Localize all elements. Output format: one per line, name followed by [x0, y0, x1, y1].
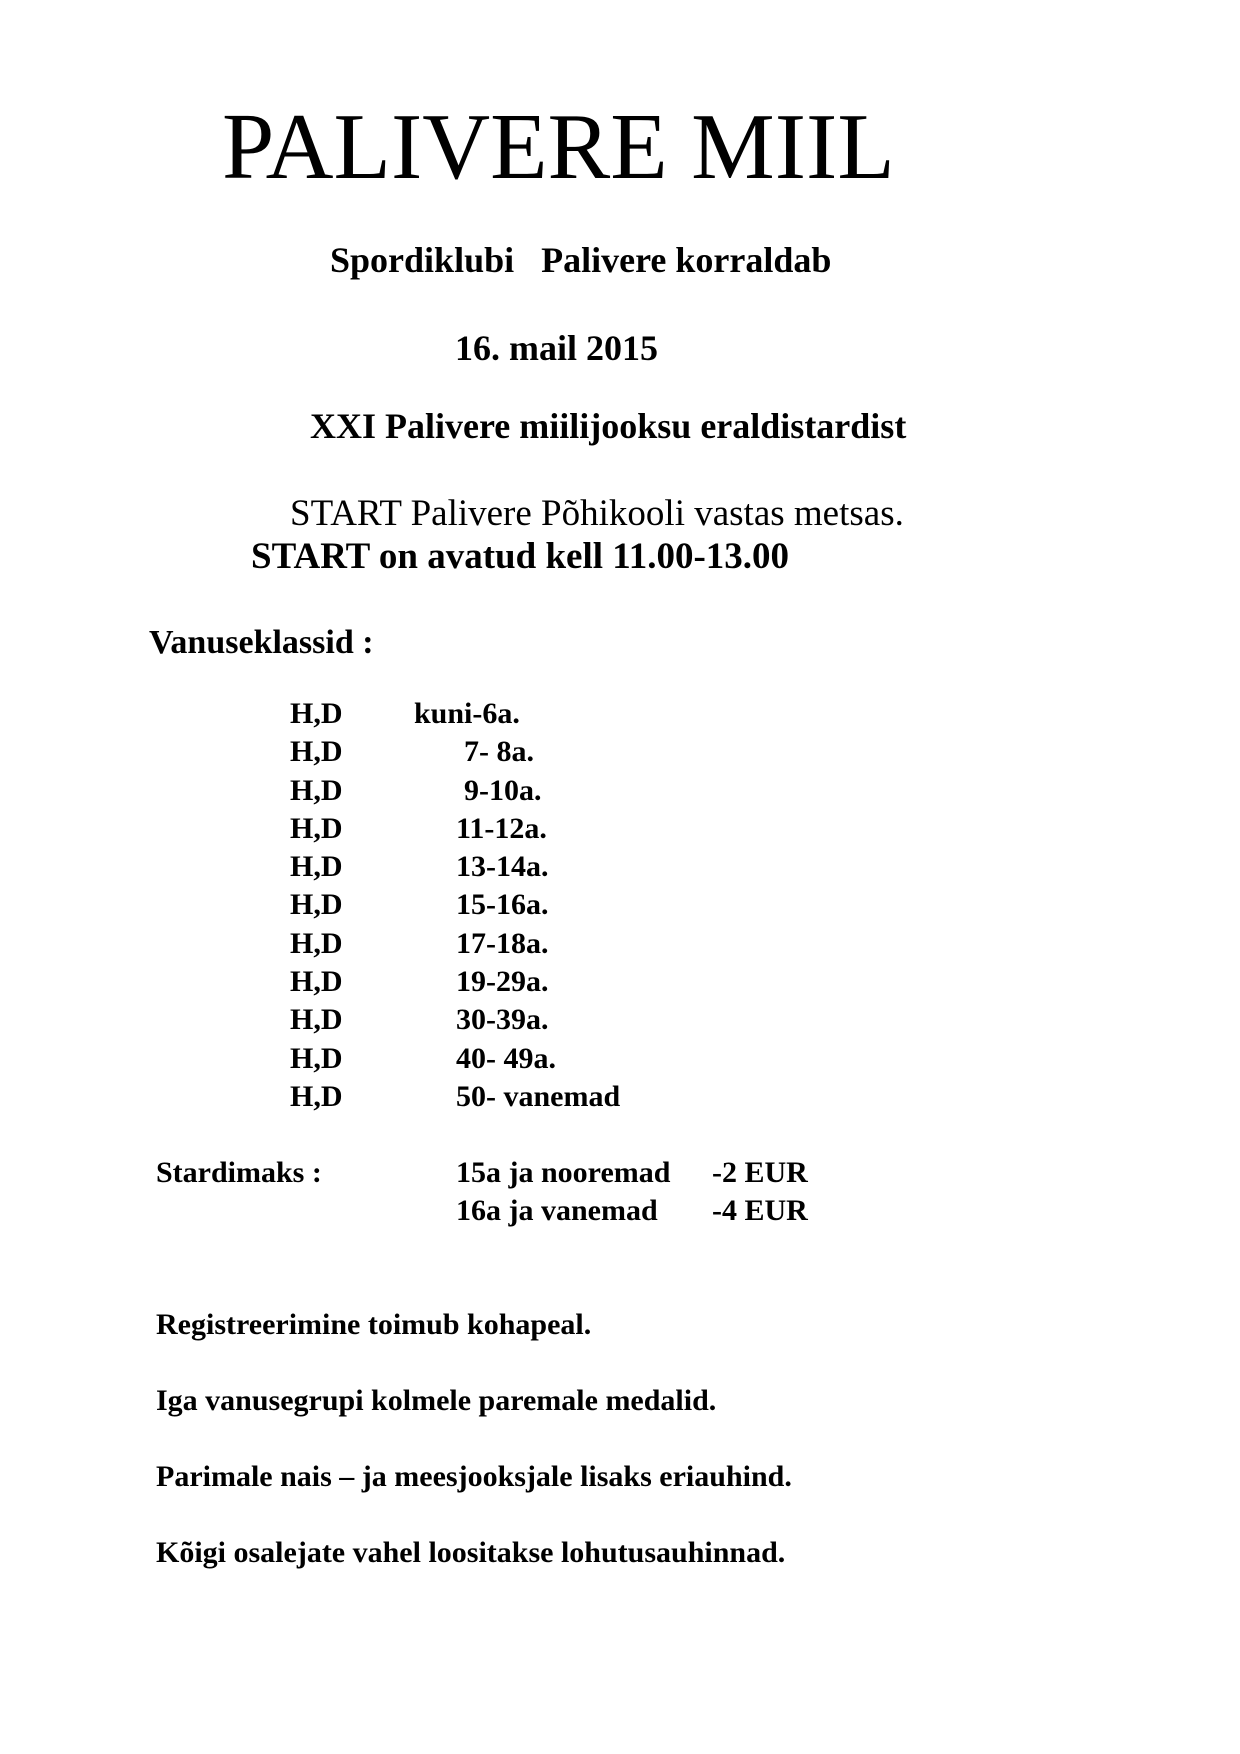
age-class-range: 7- 8a. [464, 735, 534, 769]
age-class-sex: H,D [290, 811, 343, 845]
fee-group: 16a ja vanemad [456, 1194, 658, 1227]
age-class-sex: H,D [290, 773, 343, 807]
age-class-range: 19-29a. [456, 965, 549, 999]
age-classes-heading: Vanuseklassid : [149, 624, 374, 661]
note-registration: Registreerimine toimub kohapeal. [156, 1308, 592, 1341]
note-medals: Iga vanusegrupi kolmele paremale medalid. [156, 1384, 717, 1417]
age-class-range: 15-16a. [456, 888, 549, 922]
start-hours: START on avatud kell 11.00-13.00 [251, 536, 790, 577]
age-class-sex: H,D [290, 1041, 343, 1075]
organizer-line: Spordiklubi Palivere korraldab [330, 240, 832, 280]
age-class-range: 13-14a. [456, 850, 549, 884]
age-class-row [290, 735, 534, 773]
age-class-range: 11-12a. [456, 811, 547, 845]
event-date: 16. mail 2015 [455, 328, 658, 368]
age-class-row [290, 965, 549, 1003]
note-lottery: Kõigi osalejate vahel loositakse lohutusauhinnad. [156, 1536, 786, 1569]
age-class-row [290, 1003, 549, 1041]
age-class-range: 30-39a. [456, 1003, 549, 1037]
page-title: PALIVERE MIIL [222, 95, 895, 199]
age-class-row [290, 811, 547, 850]
age-class-sex: H,D [290, 888, 343, 922]
age-class-range: 40- 49a. [456, 1041, 556, 1075]
age-class-sex: H,D [290, 926, 343, 960]
fee-heading: Stardimaks : [156, 1156, 322, 1189]
age-classes-list [290, 697, 621, 1118]
fee-group: 15a ja nooremad [456, 1156, 671, 1189]
age-class-sex: H,D [290, 965, 343, 999]
age-class-row [290, 888, 549, 926]
age-class-sex: H,D [290, 850, 343, 884]
fee-price: -4 EUR [712, 1194, 808, 1227]
age-class-range: 17-18a. [456, 926, 549, 960]
age-class-row [290, 1041, 556, 1080]
fee-price: -2 EUR [712, 1156, 808, 1189]
note-special-prize: Parimale nais – ja meesjooksjale lisaks eriauhind. [156, 1460, 792, 1493]
age-class-row [290, 1079, 621, 1118]
age-class-sex: H,D [290, 735, 343, 769]
age-class-sex: H,D [290, 1079, 343, 1113]
age-class-range: kuni-6a. [414, 697, 520, 730]
event-name: XXI Palivere miilijooksu eraldistardist [310, 406, 907, 446]
age-class-range: 9-10a. [464, 773, 542, 807]
age-class-sex: H,D [290, 697, 343, 730]
age-class-row [290, 926, 549, 965]
start-location: START Palivere Põhikooli vastas metsas. [290, 493, 904, 534]
age-class-row [290, 850, 549, 888]
age-class-row [290, 773, 542, 812]
age-class-row [290, 697, 520, 735]
age-class-range: 50- vanemad [456, 1079, 621, 1113]
age-class-sex: H,D [290, 1003, 343, 1037]
